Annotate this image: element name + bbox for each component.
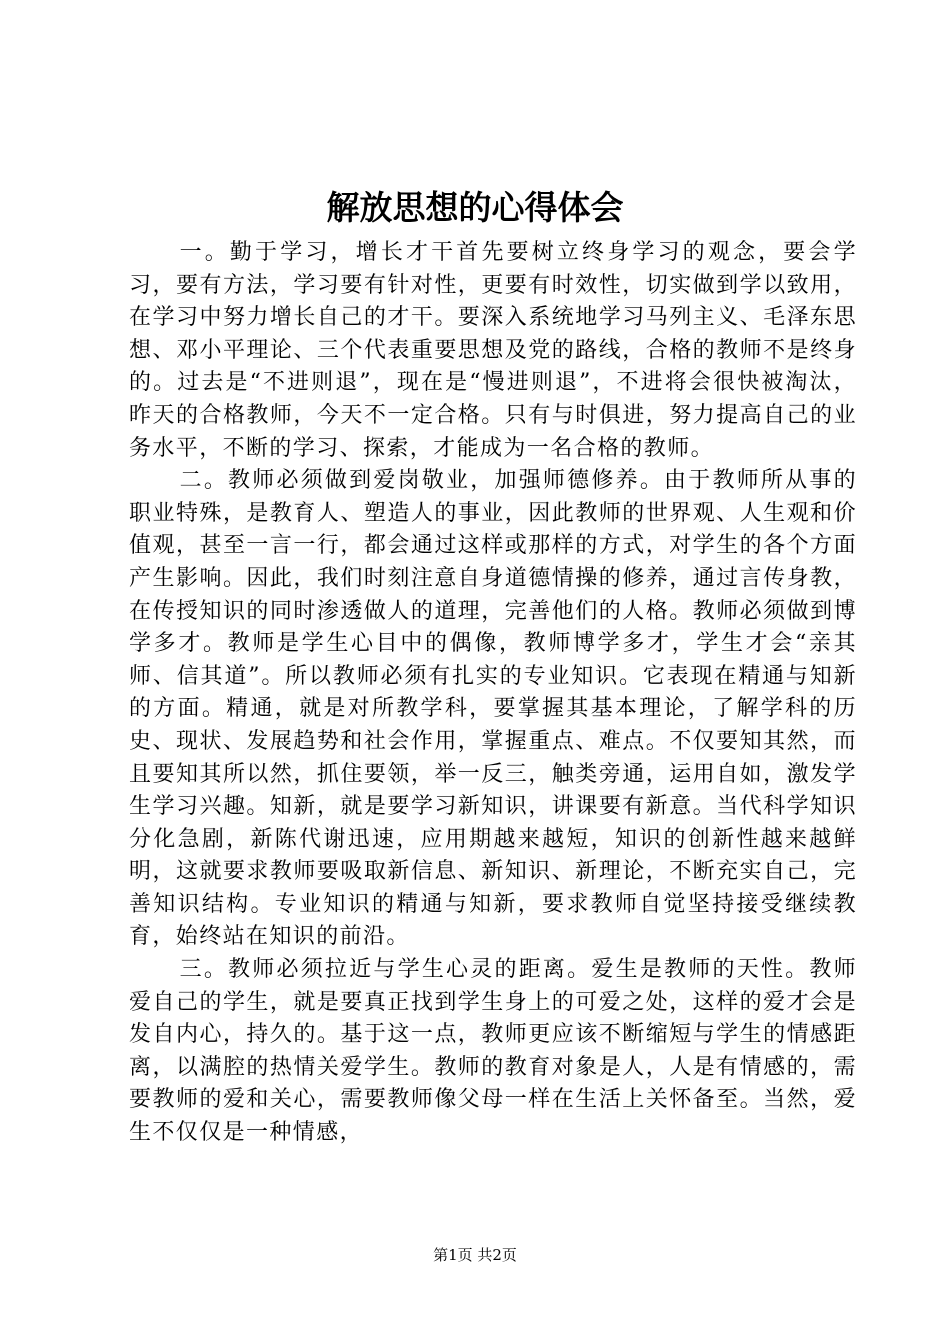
paragraph-3: 三。教师必须拉近与学生心灵的距离。爱生是教师的天性。教师爱自己的学生，就是要真正找到学生身上的可爱之处，这样的爱才会是发自内心，持久的。基于这一点，教师更应该不断缩短与学生的情感距离，以满腔的热情关爱学生。教师的教育对象是人，人是有情感的，需要教师的爱和关心，需要教师像父母一样在生活上关怀备至。当然，爱生不仅仅是一种情感， bbox=[129, 957, 857, 1146]
document-title: 解放思想的心得体会 bbox=[326, 188, 624, 227]
page-footer: 第1页 共2页 bbox=[433, 1246, 517, 1264]
document-body bbox=[129, 237, 857, 1150]
paragraph-1: 一。勤于学习，增长才干首先要树立终身学习的观念，要会学习，要有方法，学习要有针对性，更要有时效性，切实做到学以致用，在学习中努力增长自己的才干。要深入系统地学习马列主义、毛泽东思想、邓小平理论、三个代表重要思想及党的路线，合格的教师不是终身的。过去是“不进则退”，现在是“慢进则退”，不进将会很快被淘汰，昨天的合格教师，今天不一定合格。只有与时俱进，努力提高自己的业务水平，不断的学习、探索，才能成为一名合格的教师。 bbox=[129, 240, 857, 461]
paragraph-2: 二。教师必须做到爱岗敬业，加强师德修养。由于教师所从事的职业特殊，是教育人、塑造人的事业，因此教师的世界观、人生观和价值观，甚至一言一行，都会通过这样或那样的方式，对学生的各个方面产生影响。因此，我们时刻注意自身道德情操的修养，通过言传身教，在传授知识的同时渗透做人的道理，完善他们的人格。教师必须做到博学多才。教师是学生心目中的偶像，教师博学多才，学生才会“亲其师、信其道”。所以教师必须有扎实的专业知识。它表现在精通与知新的方面。精通，就是对所教学科，要掌握其基本理论，了解学科的历史、现状、发展趋势和社会作用，掌握重点、难点。不仅要知其然，而且要知其所以然，抓住要领，举一反三，触类旁通，运用自如，激发学生学习兴趣。知新，就是要学习新知识，讲课要有新意。当代科学知识分化急剧，新陈代谢迅速，应用期越来越短，知识的创新性越来越鲜明，这就要求教师要吸取新信息、新知识、新理论，不断充实自己，完善知识结构。专业知识的精通与知新，要求教师自觉坚持接受继续教育，始终站在知识的前沿。 bbox=[129, 468, 857, 950]
